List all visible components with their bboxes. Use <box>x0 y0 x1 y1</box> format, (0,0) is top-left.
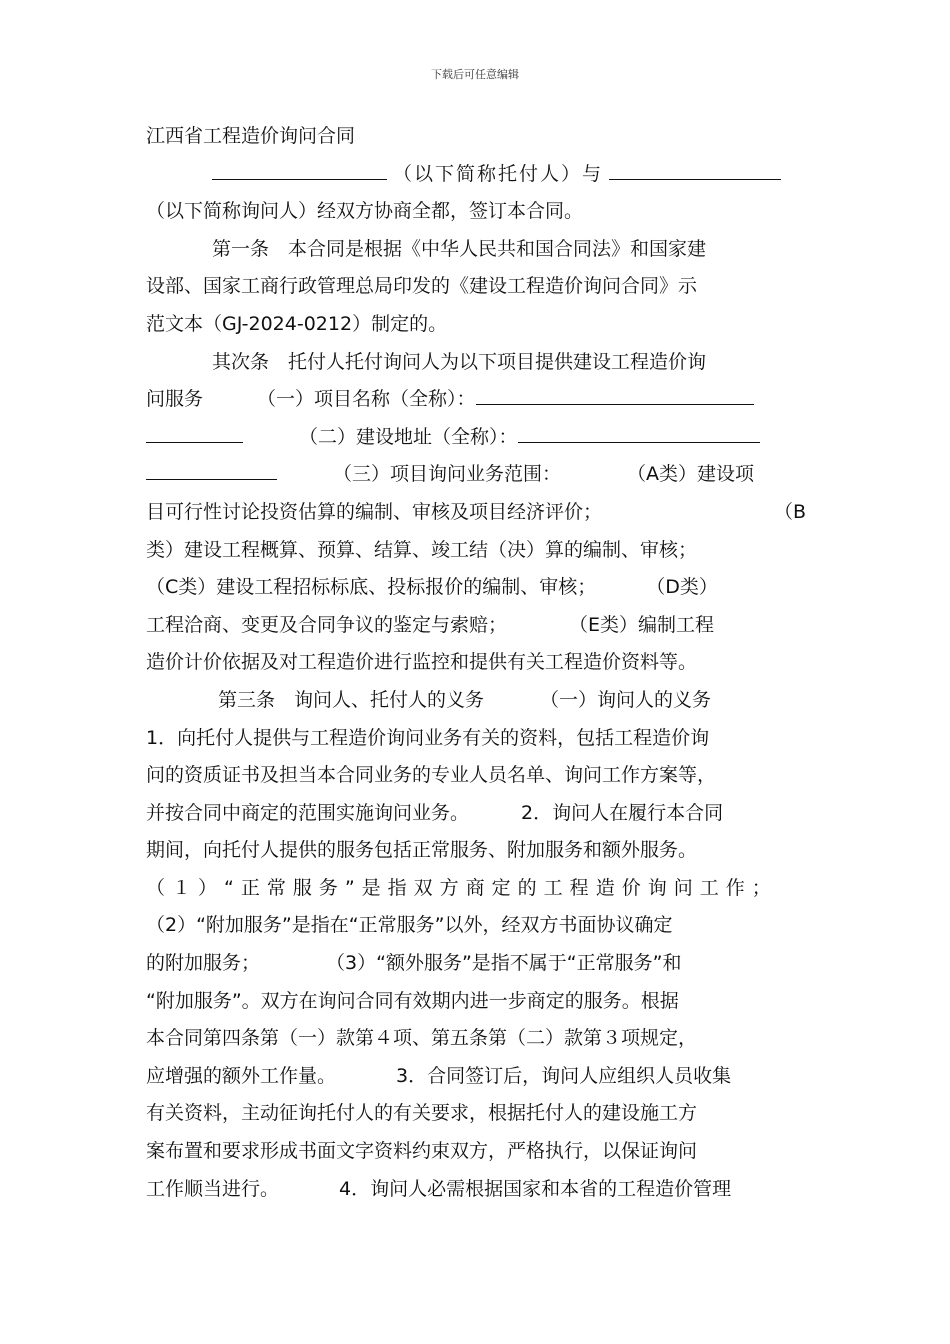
text-span: 2．询问人在履行本合同 <box>521 801 724 824</box>
text-line: 本合同第四条第（一）款第４项、第五条第（二）款第３项规定， <box>146 1027 698 1050</box>
text-line: 类）建设工程概算、预算、结算、竣工结（决）算的编制、审核； <box>146 538 698 561</box>
text-line: 案布置和要求形成书面文字资料约束双方，严格执行，以保证询问 <box>146 1140 698 1163</box>
text-line: 范文本（GJ-2024-0212）制定的。 <box>146 312 448 335</box>
consultant-name-blank <box>609 157 781 180</box>
text-line <box>146 494 806 532</box>
text-line: （１）“正常服务”是指双方商定的工程造价询问工作； <box>146 876 778 899</box>
section-heading: （一）询问人的义务 <box>540 688 712 711</box>
project-name-line <box>146 381 806 419</box>
project-name-blank <box>476 382 754 405</box>
article-3 <box>146 682 806 720</box>
project-name-label: （一）项目名称（全称）： <box>257 388 476 411</box>
text-line <box>146 569 806 607</box>
text-span: 3．合同签订后，询问人应组织人员收集 <box>396 1064 732 1087</box>
text-span: 4．询问人必需根据国家和本省的工程造价管理 <box>339 1177 732 1200</box>
page-header: 下载后可任意编辑 <box>431 68 519 81</box>
text-span: （3）“额外服务”是指不属于“正常服务”和 <box>326 952 682 975</box>
project-address-blank <box>518 420 760 443</box>
project-address-label: （二）建设地址（全称）： <box>299 425 518 448</box>
text-span: 工作顺当进行。 <box>146 1177 280 1200</box>
article-3-title: 第三条 询问人、托付人的义务 <box>218 688 485 711</box>
article-1: 第一条 本合同是根据《中华人民共和国合同法》和国家建 <box>212 237 707 260</box>
text-line <box>146 1171 806 1209</box>
scope-a: （A类）建设项 <box>627 463 755 486</box>
document-title: 江西省工程造价询问合同 <box>146 125 356 147</box>
text-span: 应增强的额外工作量。 <box>146 1064 337 1087</box>
text-span: 的附加服务； <box>146 952 261 975</box>
project-address-blank-cont <box>146 457 277 480</box>
text-line <box>146 1058 806 1096</box>
text-line: 设部、国家工商行政管理总局印发的《建设工程造价询问合同》示 <box>146 275 698 298</box>
text-span: 并按合同中商定的范围实施询问业务。 <box>146 801 470 824</box>
text-line <box>146 795 806 833</box>
text-line <box>146 607 806 645</box>
parties-line <box>146 156 806 194</box>
text-span: 问服务 <box>146 388 204 411</box>
project-address-line <box>146 419 806 457</box>
text-line: 1．向托付人提供与工程造价询问业务有关的资料，包括工程造价询 <box>146 726 710 749</box>
article-2: 其次条 托付人托付询问人为以下项目提供建设工程造价询 <box>212 350 707 373</box>
scope-d: （D类） <box>646 576 718 599</box>
project-name-blank-cont <box>146 420 243 443</box>
text-line <box>146 945 806 983</box>
parties-text: （以下简称托付人）与 <box>393 162 604 185</box>
text-line: （2）“附加服务”是指在“正常服务”以外，经双方书面协议确定 <box>146 914 673 937</box>
document-body <box>146 118 806 1208</box>
text-span: 目可行性讨论投资估算的编制、审核及项目经济评价； <box>146 500 603 523</box>
text-line: “附加服务”。双方在询问合同有效期内进一步商定的服务。根据 <box>146 989 679 1012</box>
text-line: 造价计价依据及对工程造价进行监控和提供有关工程造价资料等。 <box>146 651 698 674</box>
scope-e: （E类）编制工程 <box>569 613 715 636</box>
text-line: （以下简称询问人）经双方协商全都，签订本合同。 <box>146 200 584 223</box>
scope-c: （C类）建设工程招标标底、投标报价的编制、审核； <box>146 576 597 599</box>
text-span: 工程洽商、变更及合同争议的鉴定与索赔； <box>146 613 508 636</box>
client-name-blank <box>212 157 387 180</box>
text-line: 问的资质证书及担当本合同业务的专业人员名单、询问工作方案等， <box>146 764 717 787</box>
scope-b: （B <box>773 500 806 523</box>
text-line: 期间，向托付人提供的服务包括正常服务、附加服务和额外服务。 <box>146 839 698 862</box>
scope-label: （三）项目询问业务范围： <box>333 463 562 486</box>
text-line: 有关资料，主动征询托付人的有关要求，根据托付人的建设施工方 <box>146 1102 698 1125</box>
scope-line <box>146 456 806 494</box>
